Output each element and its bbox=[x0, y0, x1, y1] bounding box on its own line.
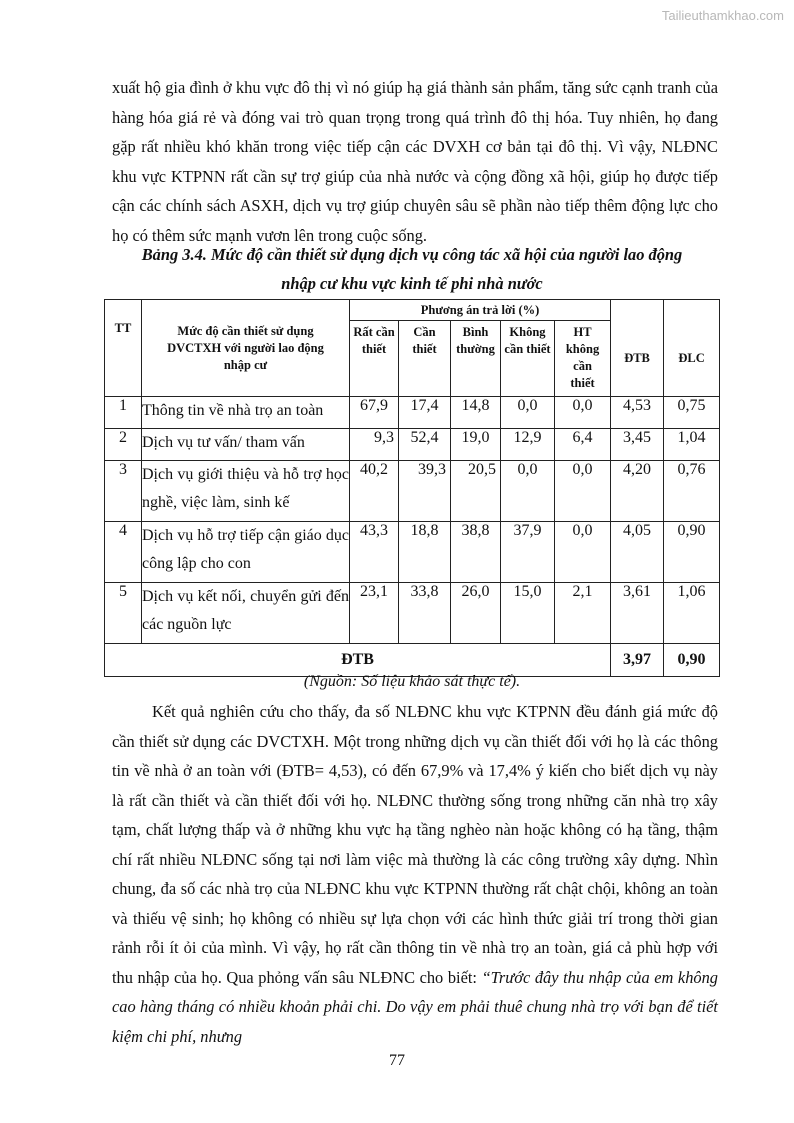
header-option-not-necessary: Không cần thiết bbox=[501, 321, 555, 397]
cell-value: 43,3 bbox=[350, 522, 399, 583]
header-mean: ĐTB bbox=[611, 300, 664, 397]
paragraph-results bbox=[112, 697, 718, 1051]
source-note: (Nguồn: Số liệu khảo sát thực tế). bbox=[303, 673, 521, 690]
cell-value: 6,4 bbox=[555, 429, 611, 461]
cell-mean: 4,20 bbox=[611, 461, 664, 522]
table-row bbox=[105, 583, 720, 644]
cell-sd: 0,76 bbox=[664, 461, 720, 522]
header-option-totally-unnecessary: HT không cần thiết bbox=[555, 321, 611, 397]
cell-value: 14,8 bbox=[451, 397, 501, 429]
cell-value: 26,0 bbox=[451, 583, 501, 644]
summary-mean: 3,97 bbox=[611, 644, 664, 677]
paragraph-results-text: Kết quả nghiên cứu cho thấy, đa số NLĐNC khu vực KTPNN đều đánh giá mức độ cần thiết sử dụng các DVCTXH. Một trong những dịch vụ cần thiết đối với họ là các thông tin về nhà ở an toàn với (ĐTB= 4,53), có đến 67,9% và 17,4% ý kiến cho biết dịch vụ này là rất cần thiết và cần thiết đối với họ. NLĐNC thường sống trong những căn nhà trọ xây tạm, chất lượng thấp và ở những khu vực hạ tầng nghèo nàn hoặc không có hạ tầng, thậm chí rất nhiều NLĐNC sống tại nơi làm việc mà thường là các công trường xây dựng. Nhìn chung, đa số các nhà trọ của NLĐNC khu vực KTPNN thường rất chật chội, không an toàn và thiếu vệ sinh; họ không có nhiều sự lựa chọn với các hình thức giải trí trong thời gian rảnh rỗi ít ỏi của mình. Vì vậy, họ rất cần thông tin về nhà trọ an toàn, giá cả phù hợp với thu nhập của họ. Qua phỏng vấn sâu NLĐNC cho biết: bbox=[112, 702, 718, 987]
header-response-group: Phương án trả lời (%) bbox=[350, 300, 611, 321]
cell-mean: 3,45 bbox=[611, 429, 664, 461]
row-tt: 3 bbox=[105, 461, 142, 522]
row-name: Dịch vụ kết nối, chuyển gửi đến các nguồn lực bbox=[142, 583, 350, 644]
interview-quote: “Trước đây thu nhập của em không cao hàng tháng có nhiều khoản phải chi. Do vậy em phải thuê chung nhà trọ với bạn để tiết kiệm chi phí, nhưng bbox=[112, 967, 718, 1046]
row-tt: 2 bbox=[105, 429, 142, 461]
header-tt: TT bbox=[105, 300, 142, 397]
table-caption bbox=[104, 240, 720, 298]
cell-sd: 1,04 bbox=[664, 429, 720, 461]
row-name: Dịch vụ tư vấn/ tham vấn bbox=[142, 429, 350, 461]
cell-mean: 3,61 bbox=[611, 583, 664, 644]
cell-sd: 0,75 bbox=[664, 397, 720, 429]
cell-value: 40,2 bbox=[350, 461, 399, 522]
cell-value: 12,9 bbox=[501, 429, 555, 461]
watermark: Tailieuthamkhao.com bbox=[661, 8, 784, 23]
cell-value: 9,3 bbox=[350, 429, 399, 461]
header-option-necessary: Cần thiết bbox=[399, 321, 451, 397]
cell-value: 19,0 bbox=[451, 429, 501, 461]
paragraph-intro: xuất hộ gia đình ở khu vực đô thị vì nó giúp hạ giá thành sản phẩm, tăng sức cạnh tranh của hàng hóa giá rẻ và đóng vai trò quan trọng trong quá trình đô thị hóa. Tuy nhiên, họ đang gặp rất nhiều khó khăn trong việc tiếp cận các DVXH cơ bản tại đô thị. Vì vậy, NLĐNC khu vực KTPNN rất cần sự trợ giúp của nhà nước và cộng đồng xã hội, giúp họ được tiếp cận các chính sách ASXH, dịch vụ trợ giúp chuyên sâu sẽ phần nào tiếp thêm động lực cho họ có thêm sức mạnh vươn lên trong cuộc sống. bbox=[112, 78, 718, 245]
cell-mean: 4,05 bbox=[611, 522, 664, 583]
row-tt: 4 bbox=[105, 522, 142, 583]
cell-value: 0,0 bbox=[501, 397, 555, 429]
table-row bbox=[105, 522, 720, 583]
table-caption-line1: Bảng 3.4. Mức độ cần thiết sử dụng dịch vụ công tác xã hội của người lao động bbox=[141, 245, 683, 264]
header-option-very-necessary: Rất cần thiết bbox=[350, 321, 399, 397]
cell-value: 15,0 bbox=[501, 583, 555, 644]
survey-table bbox=[104, 299, 720, 677]
cell-value: 52,4 bbox=[399, 429, 451, 461]
summary-sd: 0,90 bbox=[664, 644, 720, 677]
row-name: Thông tin về nhà trọ an toàn bbox=[142, 397, 350, 429]
cell-value: 38,8 bbox=[451, 522, 501, 583]
table-row bbox=[105, 429, 720, 461]
cell-value: 2,1 bbox=[555, 583, 611, 644]
table-row bbox=[105, 461, 720, 522]
cell-value: 0,0 bbox=[555, 461, 611, 522]
cell-value: 67,9 bbox=[350, 397, 399, 429]
row-tt: 5 bbox=[105, 583, 142, 644]
cell-value: 23,1 bbox=[350, 583, 399, 644]
cell-mean: 4,53 bbox=[611, 397, 664, 429]
cell-value: 37,9 bbox=[501, 522, 555, 583]
cell-value: 33,8 bbox=[399, 583, 451, 644]
table-row bbox=[105, 397, 720, 429]
table-caption-line2: nhập cư khu vực kinh tế phi nhà nước bbox=[281, 274, 543, 293]
page-number: 77 bbox=[389, 1052, 405, 1069]
header-item: Mức độ cần thiết sử dụng DVCTXH với người lao động nhập cư bbox=[142, 300, 350, 397]
summary-label: ĐTB bbox=[105, 644, 611, 677]
cell-value: 39,3 bbox=[399, 461, 451, 522]
cell-sd: 0,90 bbox=[664, 522, 720, 583]
cell-sd: 1,06 bbox=[664, 583, 720, 644]
cell-value: 0,0 bbox=[501, 461, 555, 522]
cell-value: 17,4 bbox=[399, 397, 451, 429]
row-tt: 1 bbox=[105, 397, 142, 429]
header-option-normal: Bình thường bbox=[451, 321, 501, 397]
header-sd: ĐLC bbox=[664, 300, 720, 397]
cell-value: 20,5 bbox=[451, 461, 501, 522]
cell-value: 0,0 bbox=[555, 397, 611, 429]
table-summary-row bbox=[105, 644, 720, 677]
row-name: Dịch vụ giới thiệu và hỗ trợ học nghề, việc làm, sinh kế bbox=[142, 461, 350, 522]
row-name: Dịch vụ hỗ trợ tiếp cận giáo dục công lập cho con bbox=[142, 522, 350, 583]
cell-value: 18,8 bbox=[399, 522, 451, 583]
cell-value: 0,0 bbox=[555, 522, 611, 583]
